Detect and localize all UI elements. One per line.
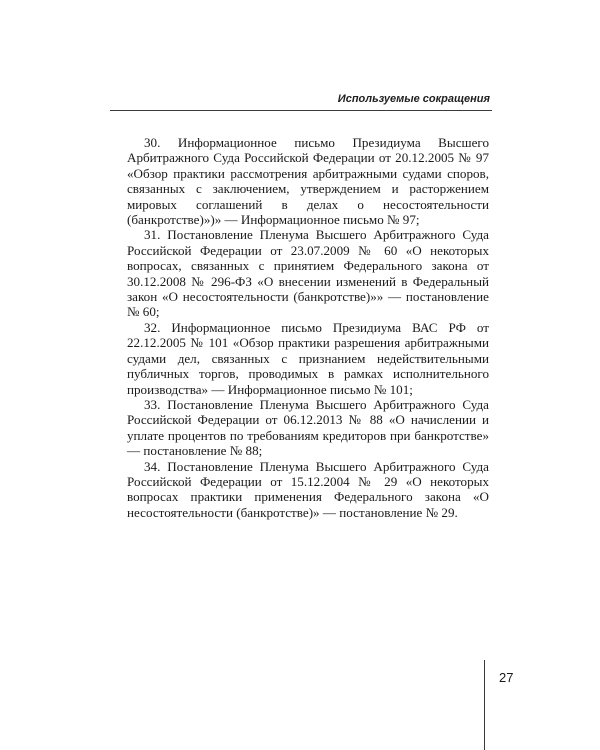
list-item: 34. Постановление Пленума Высшего Арбитражного Суда Российской Федерации от 15.12.2004 № 29 «О некоторых вопросах практики применения Федерального закона «О несостоятельности (банкротстве)» — постановление № 29. <box>127 458 489 520</box>
list-item: 31. Постановление Пленума Высшего Арбитражного Суда Российской Федерации от 23.07.2009 № 60 «О некоторых вопросах, связанных с принятием Федерального закона от 30.12.2008 № 296-ФЗ «О внесении изменений в Федеральный закон «О несостоятельности (банкротстве)»» — постановление № 60; <box>127 227 489 320</box>
page-number: 27 <box>499 670 514 685</box>
footer-divider <box>484 660 485 750</box>
abbreviations-list <box>127 135 489 520</box>
list-item: 32. Информационное письмо Президиума ВАС РФ от 22.12.2005 № 101 «Обзор практики разрешения арбитражными судами дел, связанных с признанием недействительными публичных торгов, проводимых в рамках исполнительного производства» — Информационное письмо № 101; <box>127 319 489 397</box>
list-item: 33. Постановление Пленума Высшего Арбитражного Суда Российской Федерации от 06.12.2013 № 88 «О начислении и уплате процентов по требованиям кредиторов при банкротстве» — постановление № 88; <box>127 396 489 459</box>
list-item: 30. Информационное письмо Президиума Высшего Арбитражного Суда Российской Федерации от 20.12.2005 № 97 «Обзор практики рассмотрения арбитражными судами споров, связанных с заключением, утверждением и расторжением мировых соглашений в делах о несостоятельности (банкротстве)»)» — Информационное письмо № 97; <box>127 135 489 228</box>
header-divider <box>110 110 492 111</box>
running-header: Используемые сокращения <box>337 93 490 105</box>
